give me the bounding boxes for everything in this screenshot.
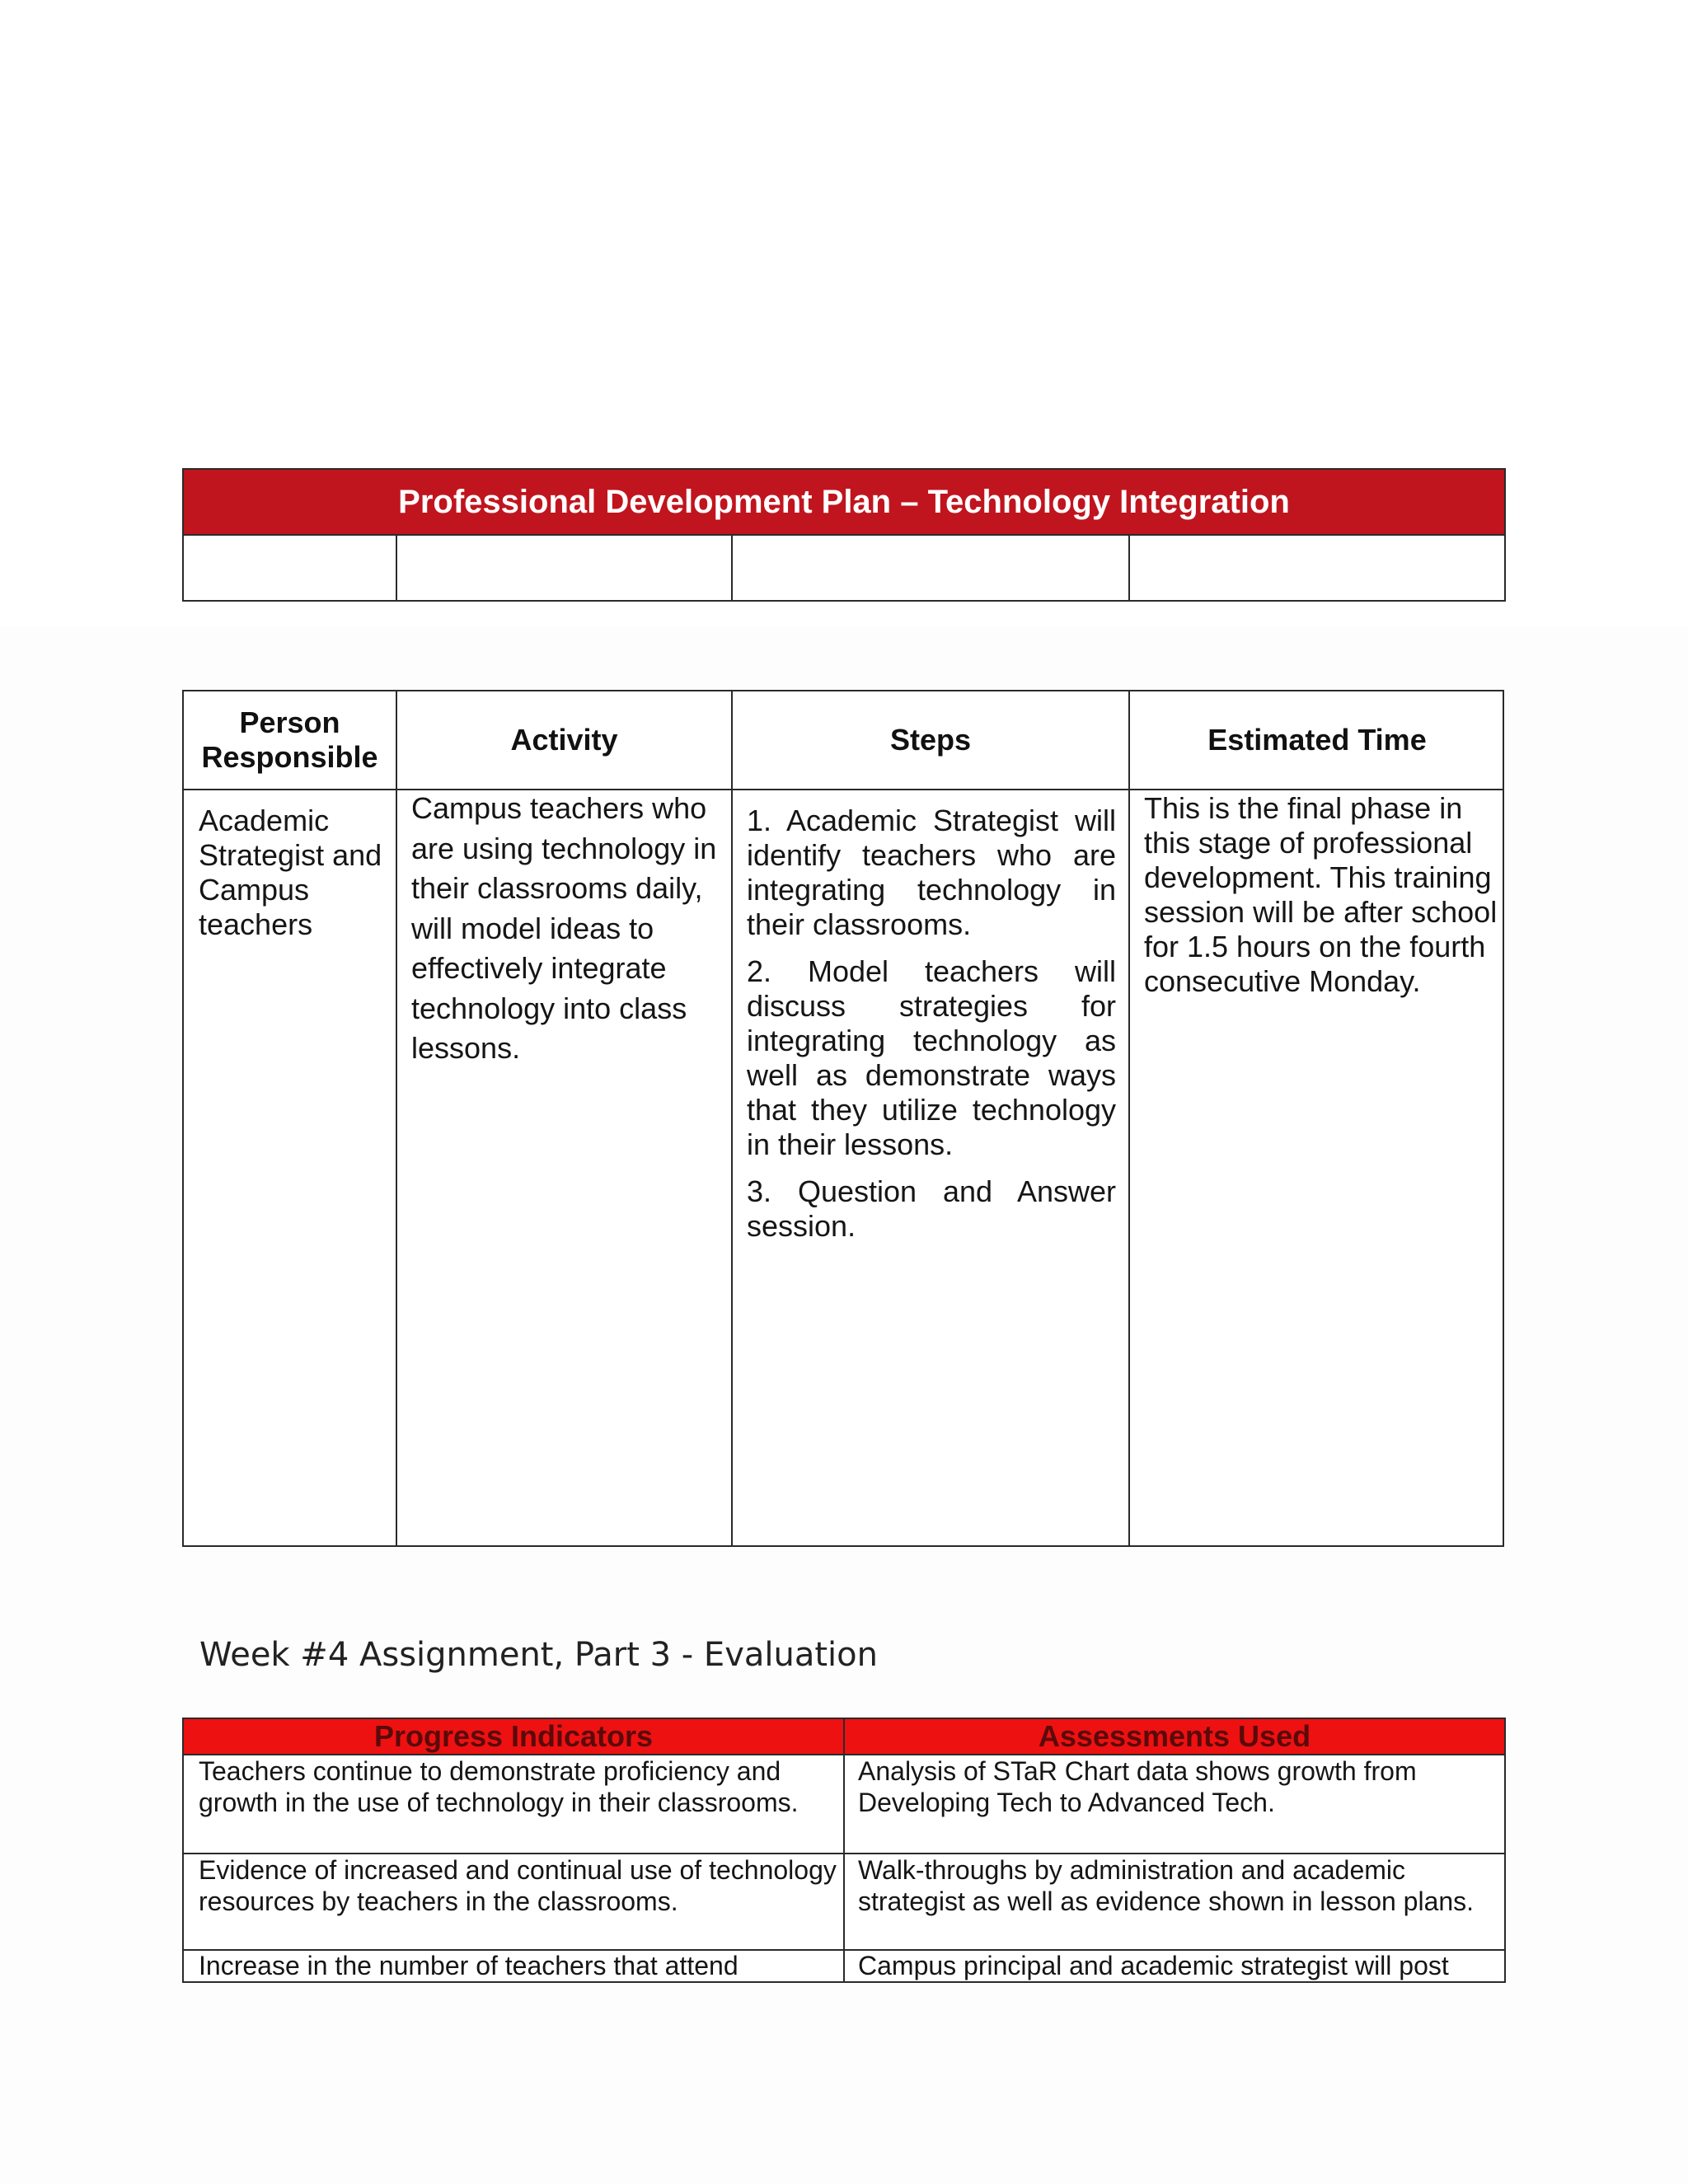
header-steps: Steps [889, 723, 972, 757]
assessment-cell: Walk-throughs by administration and academic strategist as well as evidence shown in lesson plans. [858, 1855, 1475, 1916]
plan-header-table [182, 468, 1506, 602]
header-assessments-used: Assessments Used [845, 1719, 1504, 1754]
assessment-cell: Analysis of STaR Chart data shows growth from Developing Tech to Advanced Tech. [858, 1756, 1417, 1817]
cell-person-responsible: Academic Strategist and Campus teachers [199, 804, 382, 941]
progress-indicator-cell: Teachers continue to demonstrate proficiency and growth in the use of technology in their classrooms. [199, 1756, 799, 1817]
header-person-responsible: Person Responsible [201, 705, 378, 774]
header-activity: Activity [510, 723, 618, 757]
evaluation-table [182, 1718, 1506, 1983]
progress-indicator-cell: Evidence of increased and continual use of technology resources by teachers in the classrooms. [199, 1855, 837, 1916]
plan-empty-row [184, 536, 1504, 600]
step-item: 1. Academic Strategist will identify teachers who are integrating technology in their classrooms. [747, 804, 1116, 941]
plan-title: Professional Development Plan – Technology Integration [184, 470, 1504, 536]
step-item: 2. Model teachers will discuss strategies for integrating technology as well as demonstrate ways that they utilize technology in their lessons. [747, 954, 1116, 1161]
header-progress-indicators: Progress Indicators [184, 1719, 843, 1754]
cell-steps [747, 804, 1116, 1256]
table-divider [843, 1719, 845, 1981]
cell-activity: Campus teachers who are using technology in their classrooms daily, will model ideas to effectively integrate technology into class lessons. [411, 791, 717, 1065]
table-divider [396, 536, 397, 600]
table-divider [396, 691, 397, 1545]
cell-estimated-time: This is the final phase in this stage of professional development. This training session will be after school for 1.5 hours on the fourth consecutive Monday. [1144, 791, 1498, 998]
section-heading: Week #4 Assignment, Part 3 - Evaluation [199, 1636, 878, 1674]
step-item: 3. Question and Answer session. [747, 1174, 1116, 1243]
activity-table [182, 690, 1504, 1547]
table-divider [731, 536, 733, 600]
header-estimated-time: Estimated Time [1207, 723, 1427, 757]
table-divider [1128, 691, 1130, 1545]
table-divider [1128, 536, 1130, 600]
table-divider [731, 691, 733, 1545]
progress-indicator-cell: Increase in the number of teachers that attend [199, 1951, 738, 1980]
assessment-cell: Campus principal and academic strategist will post [858, 1951, 1449, 1980]
table-divider [184, 789, 1503, 790]
